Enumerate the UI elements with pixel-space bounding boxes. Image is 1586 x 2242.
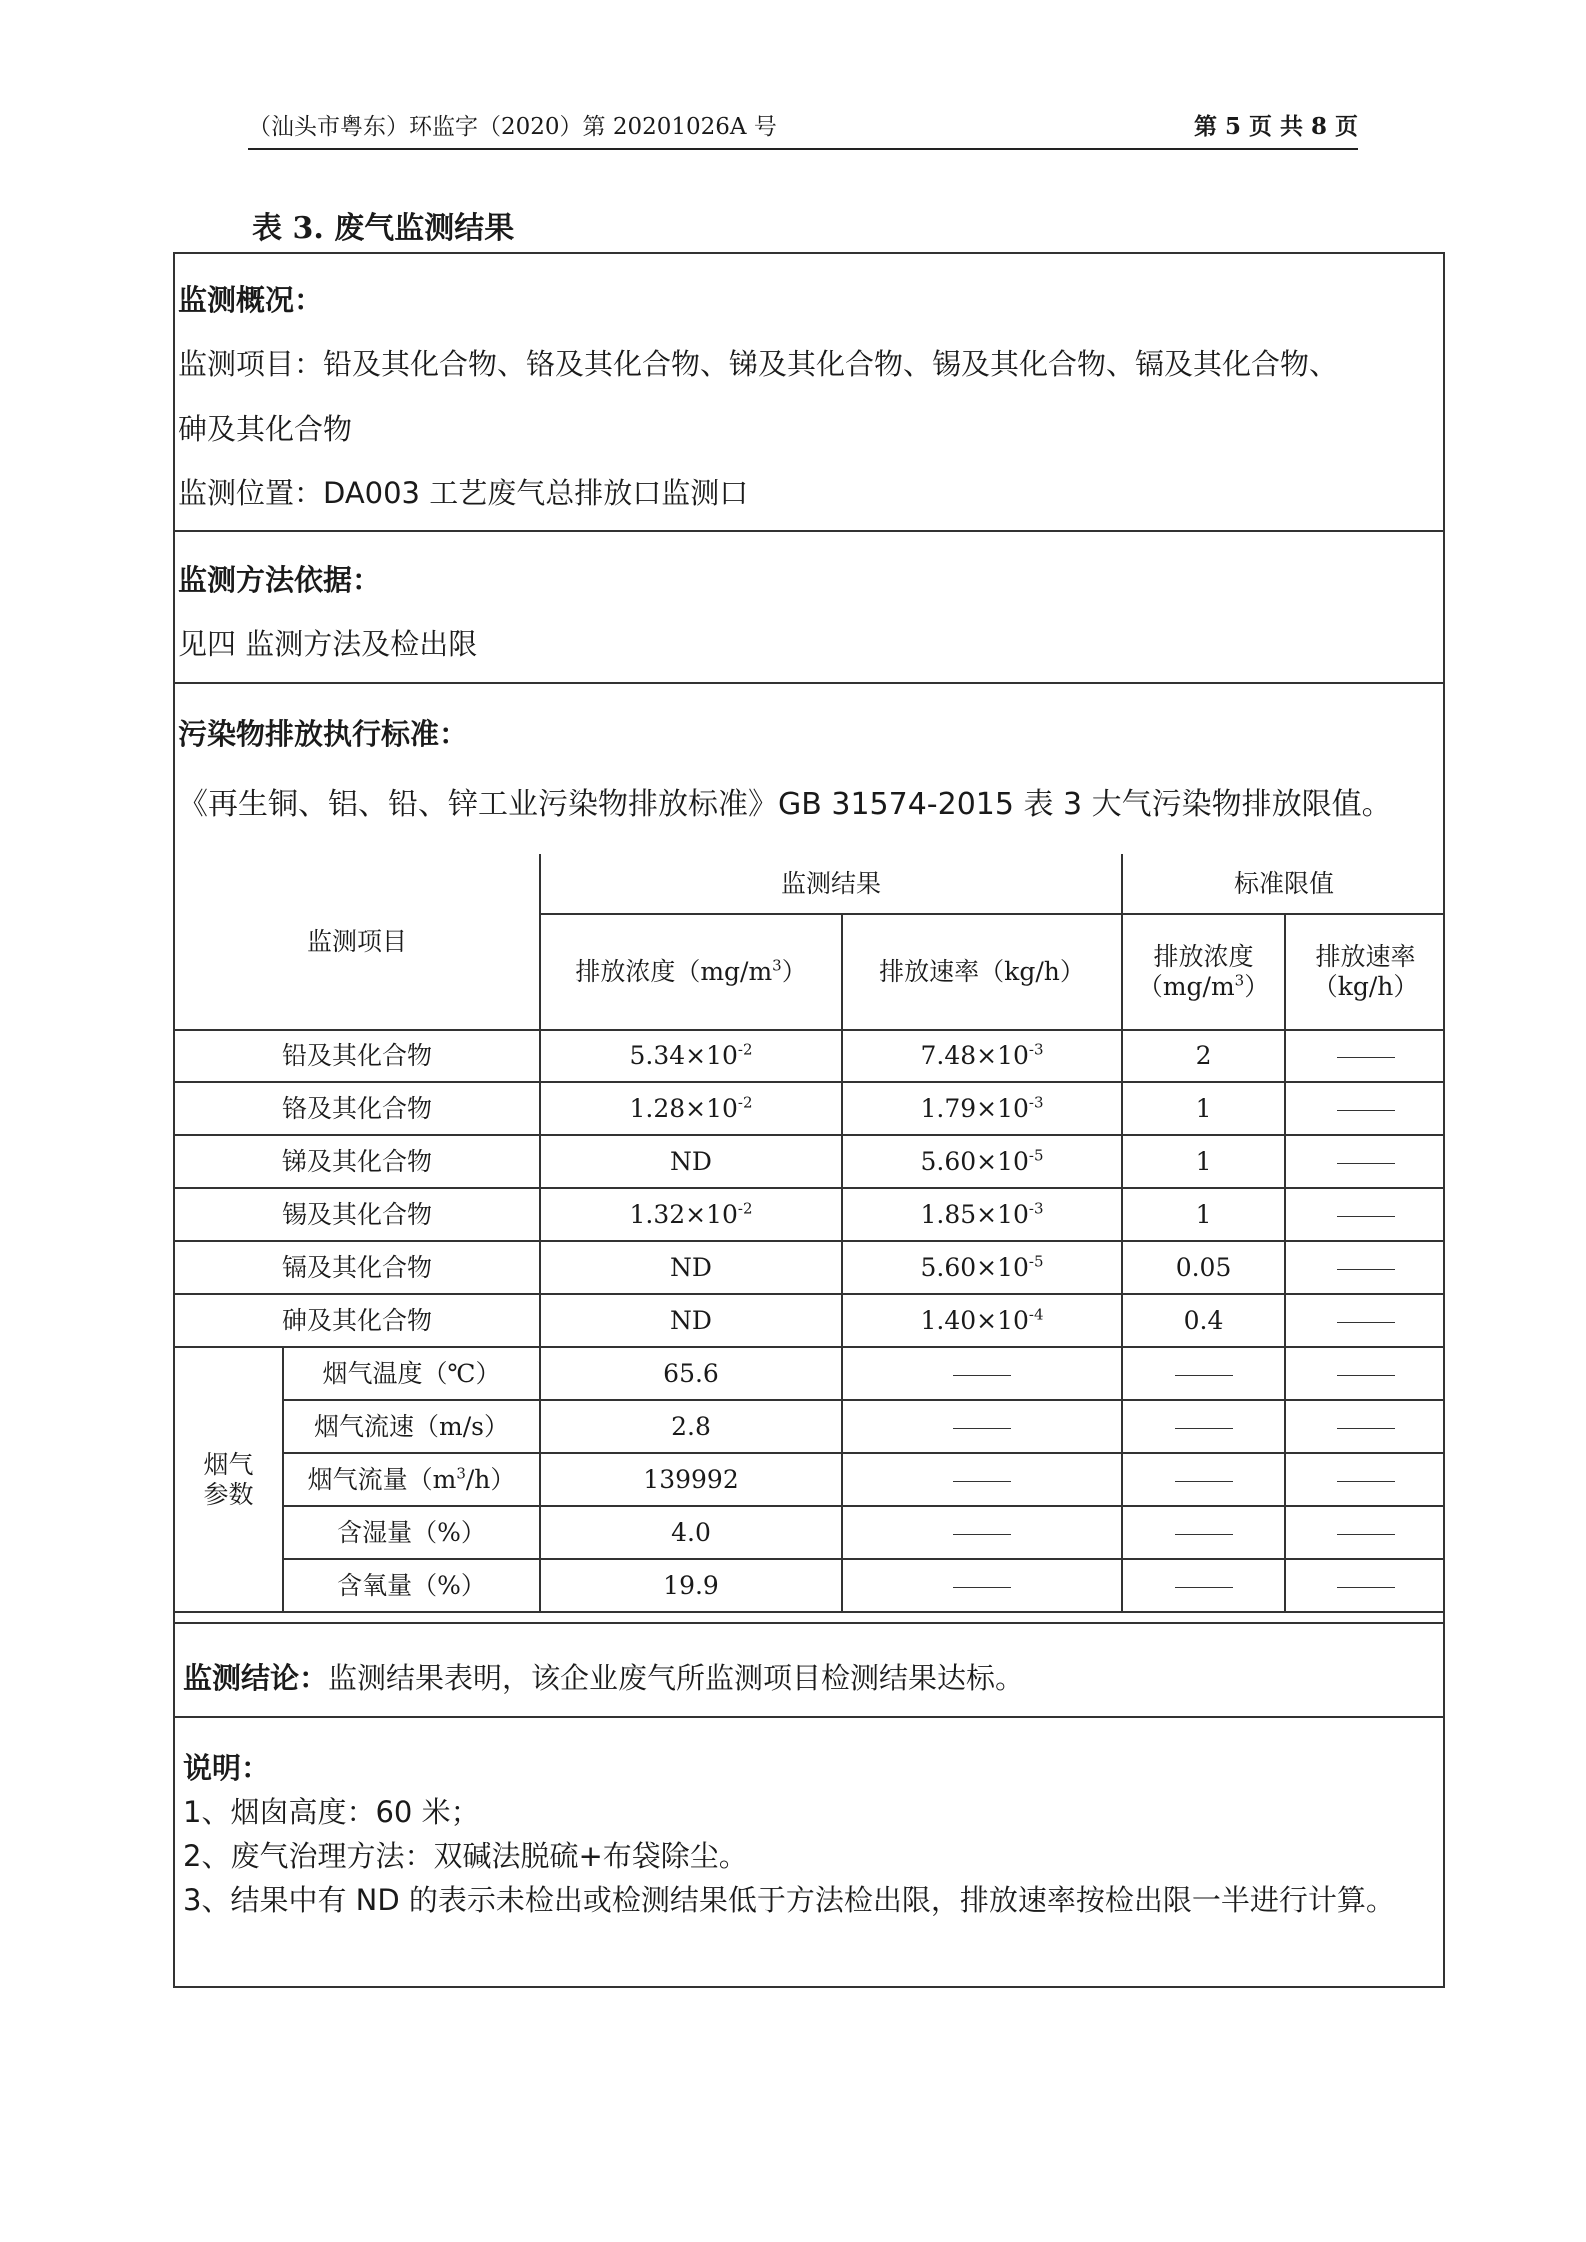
empty-cell — [842, 1347, 1122, 1400]
note-item: 1、烟囱高度：60 米； — [183, 1795, 480, 1829]
pollutant-concentration: ND — [540, 1294, 842, 1347]
table-row — [175, 1400, 1445, 1453]
method-heading: 监测方法依据： — [178, 563, 382, 597]
limit-rate — [1285, 1188, 1445, 1241]
monitoring-items-line2: 砷及其化合物 — [178, 412, 353, 446]
page-header — [248, 108, 1358, 150]
empty-cell — [1122, 1400, 1285, 1453]
empty-cell — [1122, 1347, 1285, 1400]
pollutant-concentration: ND — [540, 1241, 842, 1294]
flue-parameter-name: 烟气温度（℃） — [283, 1347, 540, 1400]
pollutant-concentration: $5.34\times 10^{-2}$ — [540, 1030, 842, 1082]
empty-cell — [842, 1506, 1122, 1559]
flue-parameter-value: 65.6 — [540, 1347, 842, 1400]
pollutant-name: 锑及其化合物 — [175, 1135, 540, 1188]
pollutant-concentration: ND — [540, 1135, 842, 1188]
limit-concentration: 0.05 — [1122, 1241, 1285, 1294]
empty-cell — [842, 1453, 1122, 1506]
table-row — [175, 1082, 1445, 1135]
flue-parameter-value: 2.8 — [540, 1400, 842, 1453]
empty-cell — [1285, 1347, 1445, 1400]
limit-concentration: 1 — [1122, 1135, 1285, 1188]
table-row — [175, 1347, 1445, 1400]
note-item: 3、结果中有 ND 的表示未检出或检测结果低于方法检出限，排放速率按检出限一半进行计算。 — [183, 1883, 1395, 1917]
table-row — [175, 1453, 1445, 1506]
conclusion-text: 监测结论：监测结果表明，该企业废气所监测项目检测结果达标。 — [183, 1661, 1025, 1695]
flue-gas-group-label: 烟气 参数 — [175, 1347, 283, 1612]
empty-cell — [1122, 1506, 1285, 1559]
limit-concentration: 1 — [1122, 1082, 1285, 1135]
pollutant-rate: $1.40\times 10^{-4}$ — [842, 1294, 1122, 1347]
pollutant-concentration: $1.28\times 10^{-2}$ — [540, 1082, 842, 1135]
limit-rate — [1285, 1030, 1445, 1082]
monitoring-items-line1: 监测项目：铅及其化合物、铬及其化合物、锑及其化合物、锡及其化合物、镉及其化合物、 — [178, 347, 1339, 381]
limit-rate — [1285, 1135, 1445, 1188]
header-limit-concentration: 排放浓度 $(mg/m^3)$ — [1122, 914, 1285, 1030]
results-frame — [173, 252, 1445, 1988]
flue-parameter-name: 烟气流速（m/s） — [283, 1400, 540, 1453]
limit-concentration: 1 — [1122, 1188, 1285, 1241]
pollutant-name: 锡及其化合物 — [175, 1188, 540, 1241]
limit-rate — [1285, 1082, 1445, 1135]
conclusion-section — [175, 1622, 1443, 1718]
pollutant-concentration: $1.32\times 10^{-2}$ — [540, 1188, 842, 1241]
table-title: 表 3. 废气监测结果 — [252, 211, 515, 246]
results-table — [175, 854, 1445, 1613]
pollutant-name: 镉及其化合物 — [175, 1241, 540, 1294]
header-standard-limits: 标准限值 — [1122, 854, 1445, 914]
note-item: 2、废气治理方法：双碱法脱硫+布袋除尘。 — [183, 1839, 748, 1873]
pollutant-rate: $1.79\times 10^{-3}$ — [842, 1082, 1122, 1135]
flue-parameter-value: 139992 — [540, 1453, 842, 1506]
limit-concentration: 2 — [1122, 1030, 1285, 1082]
method-text: 见四 监测方法及检出限 — [178, 627, 478, 661]
header-limit-rate: 排放速率 （kg/h） — [1285, 914, 1445, 1030]
standard-section — [175, 684, 1443, 854]
empty-cell — [842, 1559, 1122, 1612]
empty-cell — [1285, 1400, 1445, 1453]
pollutant-name: 砷及其化合物 — [175, 1294, 540, 1347]
standard-heading: 污染物排放执行标准： — [178, 717, 469, 751]
table-row — [175, 1241, 1445, 1294]
method-section — [175, 532, 1443, 684]
limit-concentration: 0.4 — [1122, 1294, 1285, 1347]
overview-section — [175, 254, 1443, 532]
table-row — [175, 1030, 1445, 1082]
empty-cell — [1122, 1453, 1285, 1506]
table-row — [175, 1506, 1445, 1559]
pollutant-name: 铅及其化合物 — [175, 1030, 540, 1082]
notes-section — [183, 1746, 1435, 1922]
conclusion-label: 监测结论： — [183, 1661, 329, 1695]
pollutant-rate: $1.85\times 10^{-3}$ — [842, 1188, 1122, 1241]
flue-parameter-name: 含湿量（%） — [283, 1506, 540, 1559]
flue-parameter-value: 4.0 — [540, 1506, 842, 1559]
table-row — [175, 1135, 1445, 1188]
flue-parameter-value: 19.9 — [540, 1559, 842, 1612]
header-monitoring-results: 监测结果 — [540, 854, 1122, 914]
overview-heading: 监测概况： — [178, 283, 324, 317]
monitoring-location: 监测位置：DA003 工艺废气总排放口监测口 — [178, 476, 749, 510]
empty-cell — [842, 1400, 1122, 1453]
empty-cell — [1285, 1506, 1445, 1559]
pollutant-rate: $5.60\times 10^{-5}$ — [842, 1135, 1122, 1188]
page-number: 第 5 页 共 8 页 — [1193, 113, 1358, 140]
limit-rate — [1285, 1241, 1445, 1294]
empty-cell — [1122, 1559, 1285, 1612]
flue-parameter-name: 含氧量（%） — [283, 1559, 540, 1612]
table-row — [175, 1188, 1445, 1241]
table-row — [175, 1559, 1445, 1612]
table-row — [175, 1294, 1445, 1347]
limit-rate — [1285, 1294, 1445, 1347]
header-monitoring-item: 监测项目 — [175, 854, 540, 1030]
report-number: （汕头市粤东）环监字（2020）第 20201026A 号 — [248, 114, 777, 140]
pollutant-rate: $7.48\times 10^{-3}$ — [842, 1030, 1122, 1082]
header-emission-rate: 排放速率（kg/h） — [842, 914, 1122, 1030]
pollutant-name: 铬及其化合物 — [175, 1082, 540, 1135]
notes-heading: 说明： — [183, 1751, 271, 1785]
header-emission-concentration: 排放浓度$(mg/m^3)$ — [540, 914, 842, 1030]
standard-text: 《再生铜、铝、铅、锌工业污染物排放标准》GB 31574-2015 表 3 大气污染物排放限值。 — [178, 787, 1392, 822]
empty-cell — [1285, 1559, 1445, 1612]
pollutant-rate: $5.60\times 10^{-5}$ — [842, 1241, 1122, 1294]
flue-parameter-name: 烟气流量$(m^3/h)$ — [283, 1453, 540, 1506]
empty-cell — [1285, 1453, 1445, 1506]
